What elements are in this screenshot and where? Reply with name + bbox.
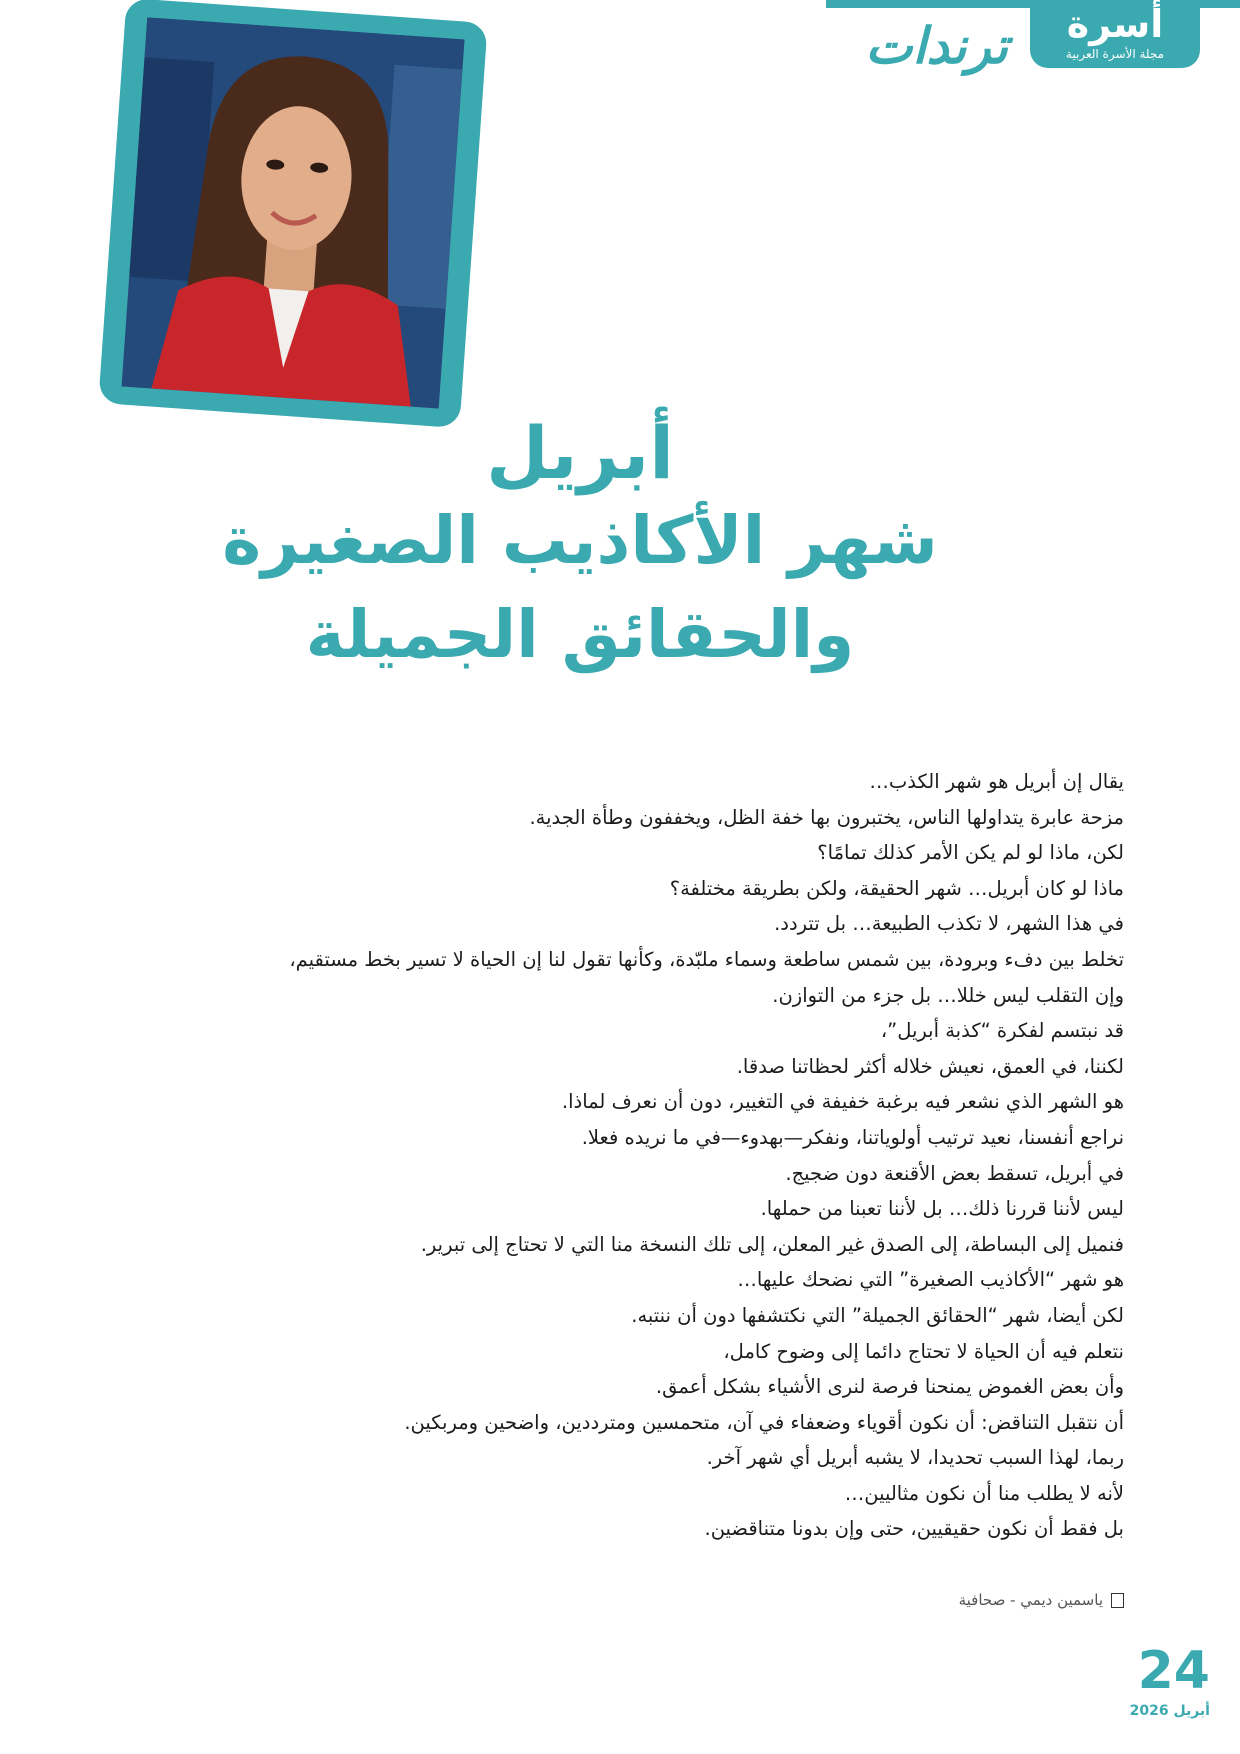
- article-paragraph: يقال إن أبريل هو شهر الكذب…: [869, 770, 1124, 793]
- article-paragraph: ليس لأننا قررنا ذلك… بل لأننا تعبنا من حملها.: [760, 1197, 1124, 1221]
- article-paragraph: مزحة عابرة يتداولها الناس، يختبرون بها خفة الظل، ويخففون وطأة الجدية.: [529, 805, 1124, 829]
- article-paragraph: لكننا، في العمق، نعيش خلاله أكثر لحظاتنا صدقا.: [736, 1054, 1124, 1078]
- article-paragraph: نراجع أنفسنا، نعيد ترتيب أولوياتنا، ونفكر—بهدوء—في ما نريده فعلا.: [581, 1125, 1124, 1149]
- article-paragraph: هو شهر “الأكاذيب الصغيرة” التي نضحك عليها…: [737, 1268, 1124, 1292]
- article-body: [164, 764, 1124, 1547]
- article-paragraph: ربما، لهذا السبب تحديدا، لا يشبه أبريل أي شهر آخر.: [706, 1446, 1124, 1470]
- article-paragraph: في هذا الشهر، لا تكذب الطبيعة… بل تتردد.: [774, 912, 1124, 936]
- page-number: 24: [1137, 1641, 1210, 1701]
- article-paragraph: ماذا لو كان أبريل… شهر الحقيقة، ولكن بطريقة مختلفة؟: [669, 876, 1124, 900]
- issue-date: أبريل 2026: [1129, 1703, 1210, 1719]
- byline-marker-icon: [1111, 1593, 1124, 1608]
- headline-line-2: شهر الأكاذيب الصغيرة: [222, 502, 938, 579]
- logo-text: أسرة: [1066, 2, 1164, 46]
- author-photo: [121, 17, 464, 408]
- article-paragraph: وإن التقلب ليس خللا… بل جزء من التوازن.: [772, 983, 1124, 1007]
- article-paragraph: فنميل إلى البساطة، إلى الصدق غير المعلن، إلى تلك النسخة منا التي لا تحتاج إلى تبرير.: [420, 1232, 1124, 1256]
- article-paragraph: قد نبتسم لفكرة “كذبة أبريل”،: [880, 1019, 1124, 1043]
- byline: [959, 1588, 1124, 1612]
- article-paragraph: تخلط بين دفء وبرودة، بين شمس ساطعة وسماء ملبّدة، وكأنها تقول لنا إن الحياة لا تسير بخط مستقيم،: [289, 947, 1124, 971]
- article-paragraph: بل فقط أن نكون حقيقيين، حتى وإن بدونا متناقضين.: [704, 1517, 1124, 1541]
- article-paragraph: لأنه لا يطلب منا أن نكون مثاليين…: [844, 1481, 1124, 1505]
- headline-line-3: والحقائق الجميلة: [305, 596, 855, 673]
- byline-text: ياسمين ديمي - صحافية: [958, 1591, 1103, 1609]
- article-paragraph: هو الشهر الذي نشعر فيه برغبة خفيفة في التغيير، دون أن نعرف لماذا.: [561, 1090, 1124, 1114]
- article-paragraph: وأن بعض الغموض يمنحنا فرصة لنرى الأشياء بشكل أعمق.: [655, 1375, 1124, 1399]
- section-label: ترندات: [865, 16, 1008, 75]
- photo-frame: [98, 0, 487, 428]
- logo-subtitle: مجلة الأسرة العربية: [1065, 47, 1165, 61]
- article-paragraph: أن نتقبل التناقض: أن نكون أقوياء وضعفاء في آن، متحمسين ومترددين، واضحين ومربكين.: [404, 1410, 1124, 1434]
- article-paragraph: لكن أيضا، شهر “الحقائق الجميلة” التي نكتشفها دون أن ننتبه.: [631, 1303, 1124, 1327]
- article-paragraph: في أبريل، تسقط بعض الأقنعة دون ضجيج.: [785, 1161, 1124, 1185]
- article-paragraph: نتعلم فيه أن الحياة لا تحتاج دائما إلى وضوح كامل،: [723, 1339, 1124, 1363]
- headline-line-1: أبريل: [486, 411, 674, 495]
- article-paragraph: لكن، ماذا لو لم يكن الأمر كذلك تمامًا؟: [817, 841, 1124, 865]
- magazine-logo: [1030, 0, 1200, 68]
